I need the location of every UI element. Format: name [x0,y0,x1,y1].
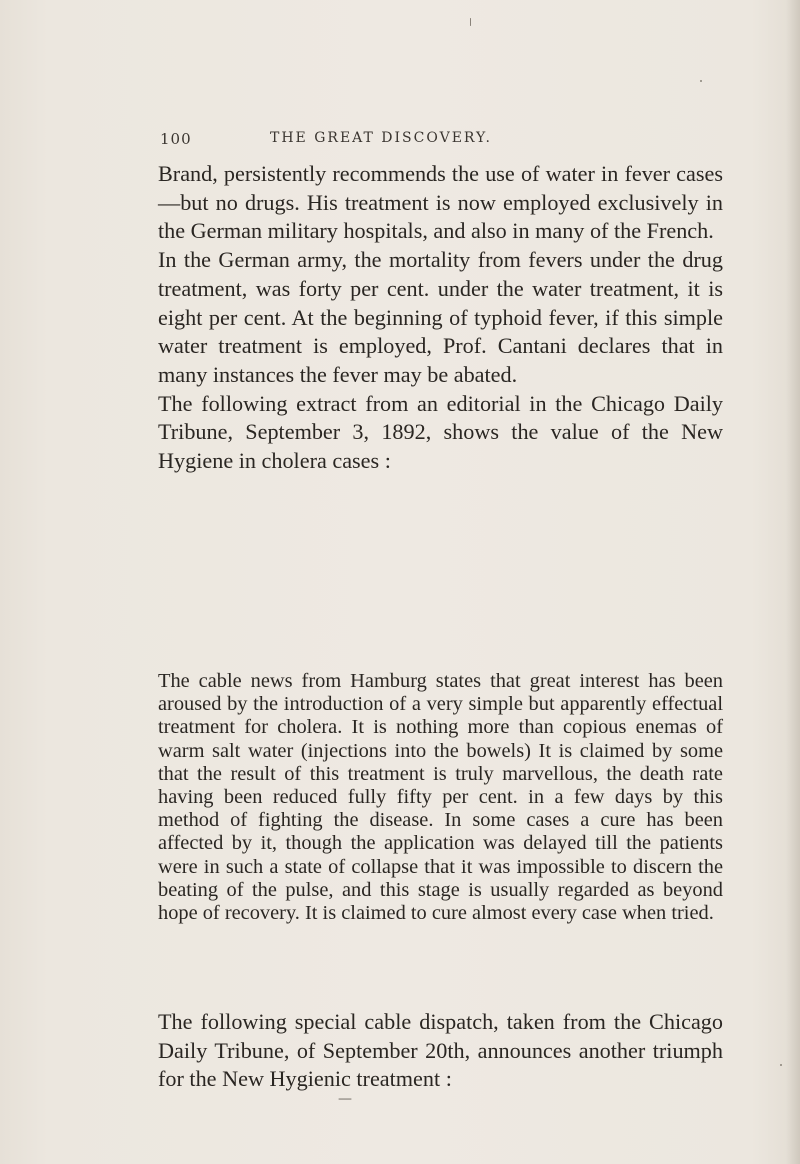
paper-speck [470,18,471,26]
paper-speck [780,1064,782,1066]
page-number: 100 [160,130,192,148]
paragraph-1: Brand, persistently recommends the use of water in fever cases—but no drugs. His treatment is now employed exclusively in the German military hospitals, and also in many of the French. [158,161,723,244]
paragraph-4: The following special cable dispatch, taken from the Chicago Daily Tribune, of September 20th, announces another triumph for the New Hygienic treatment : [158,1009,723,1092]
paragraph-3: The following extract from an editorial in the Chicago Daily Tribune, September 3, 1892, shows the value of the New Hygiene in cholera cases : [158,390,723,474]
page-header [160,130,720,154]
quoted-extract [158,670,723,925]
paragraph-2: In the German army, the mortality from fevers under the drug treatment, was forty per cent. under the water treatment, it is eight per cent. At the beginning of typhoid fever, if this simple water treatment is employed, Prof. Cantani declares that in many instances the fever may be abated. [158,247,723,387]
main-text [158,160,723,476]
quote-paragraph: The cable news from Hamburg states that great interest has been aroused by the introduction of a very simple but apparently effectual treatment for cholera. It is nothing more than copious enemas of warm salt water (injections into the bowels) It is claimed by some that the result of this treatment is truly marvellous, the death rate having been reduced fully fifty per cent. in a few days by this method of fighting the disease. In some cases a cure has been affected by it, though the application was delayed till the patients were in such a state of collapse that it was impossible to discern the beating of the pulse, and this stage is usually regarded as beyond hope of recovery. It is claimed to cure almost every case when tried. [158,670,723,925]
page-edge-shadow [786,0,800,1164]
stray-dash-mark: — [338,1091,352,1107]
running-head: THE GREAT DISCOVERY. [270,130,492,146]
paper-speck [700,80,702,82]
closing-text [158,1008,723,1094]
